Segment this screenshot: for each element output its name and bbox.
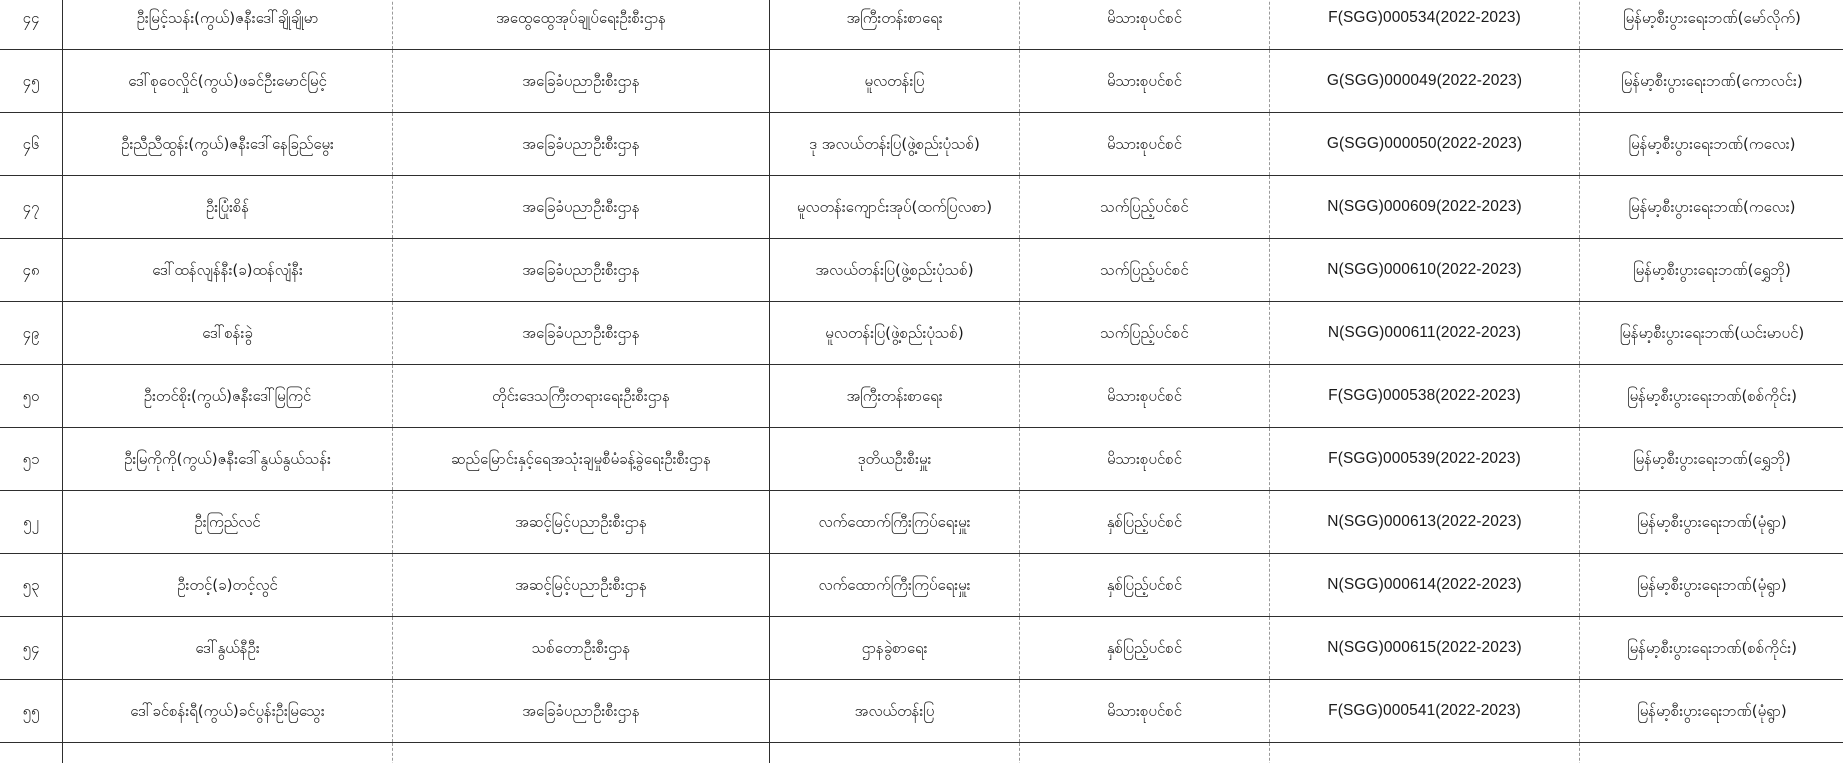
row-number: ၄၉: [0, 302, 63, 365]
table-row: [0, 0, 1843, 50]
table-row: [0, 50, 1843, 113]
row-number: ၅၂: [0, 491, 63, 554]
bank-branch: မြန်မာ့စီးပွားရေးဘဏ်(ယင်းမာပင်): [1580, 302, 1843, 365]
department: အခြေခံပညာဦးစီးဌာန: [393, 302, 770, 365]
row-number: ၅၅: [0, 680, 63, 743]
bank-branch: မြန်မာ့စီးပွားရေးဘဏ်(မုံရွာ): [1580, 554, 1843, 617]
pension-type: နှစ်ပြည့်ပင်စင်: [1020, 554, 1270, 617]
bank-branch: မြန်မာ့စီးပွားရေးဘဏ်(မော်လိုက်): [1580, 0, 1843, 50]
registration-number: F(SGG)000538(2022-2023): [1270, 365, 1580, 428]
bank-branch: မြန်မာ့စီးပွားရေးဘဏ်(ရွှေဘို): [1580, 428, 1843, 491]
row-number: ၄၆: [0, 113, 63, 176]
position: လက်ထောက်ကြီးကြပ်ရေးမှူး: [770, 491, 1020, 554]
registration-number: N(SGG)000613(2022-2023): [1270, 491, 1580, 554]
position: မူလတန်းကျောင်းအုပ်(ထက်ပြလစာ): [770, 176, 1020, 239]
row-number: ၅၁: [0, 428, 63, 491]
department: [393, 743, 770, 763]
department: အထွေထွေအုပ်ချုပ်ရေးဦးစီးဌာန: [393, 0, 770, 50]
bank-branch: မြန်မာ့စီးပွားရေးဘဏ်(ကလေး): [1580, 176, 1843, 239]
pensioner-name: ဦးကြည်လင်: [63, 491, 393, 554]
table-row: [0, 302, 1843, 365]
pension-type: မိသားစုပင်စင်: [1020, 50, 1270, 113]
bank-branch: မြန်မာ့စီးပွားရေးဘဏ်(စစ်ကိုင်း): [1580, 617, 1843, 680]
table-row: [0, 428, 1843, 491]
pension-type: သက်ပြည့်ပင်စင်: [1020, 302, 1270, 365]
registration-number: N(SGG)000609(2022-2023): [1270, 176, 1580, 239]
pensioner-name: ဒေါ်နွယ်နီဦး: [63, 617, 393, 680]
table-row: [0, 239, 1843, 302]
pensioner-name: [63, 743, 393, 763]
department: အဆင့်မြင့်ပညာဦးစီးဌာန: [393, 554, 770, 617]
table-row: [0, 365, 1843, 428]
row-number: ၄၄: [0, 0, 63, 50]
bank-branch: မြန်မာ့စီးပွားရေးဘဏ်(ကောလင်း): [1580, 50, 1843, 113]
position: မူလတန်းပြ: [770, 50, 1020, 113]
registration-number: N(SGG)000610(2022-2023): [1270, 239, 1580, 302]
position: မူလတန်းပြ(ဖွဲ့စည်းပုံသစ်): [770, 302, 1020, 365]
pension-type: [1020, 743, 1270, 763]
department: ဆည်မြောင်းနှင့်ရေအသုံးချမှုစီမံခန့်ခွဲရေးဦးစီးဌာန: [393, 428, 770, 491]
pension-type: မိသားစုပင်စင်: [1020, 365, 1270, 428]
bank-branch: မြန်မာ့စီးပွားရေးဘဏ်(စစ်ကိုင်း): [1580, 365, 1843, 428]
pensioner-name: ဦးတင်စိုး(ကွယ်)ဇနီးဒေါ်မြကြင်: [63, 365, 393, 428]
bank-branch: မြန်မာ့စီးပွားရေးဘဏ်(မုံရွာ): [1580, 680, 1843, 743]
registration-number: F(SGG)000539(2022-2023): [1270, 428, 1580, 491]
pensioner-name: ဦးမြင့်သန်း(ကွယ်)ဇနီးဒေါ်ချိုချိုမာ: [63, 0, 393, 50]
position: လက်ထောက်ကြီးကြပ်ရေးမှူး: [770, 554, 1020, 617]
row-number: ၄၇: [0, 176, 63, 239]
position: အလယ်တန်းပြ: [770, 680, 1020, 743]
position: အကြီးတန်းစာရေး: [770, 0, 1020, 50]
pension-type: မိသားစုပင်စင်: [1020, 113, 1270, 176]
department: အခြေခံပညာဦးစီးဌာန: [393, 113, 770, 176]
row-number: ၅၀: [0, 365, 63, 428]
pension-type: မိသားစုပင်စင်: [1020, 680, 1270, 743]
position: ဒု အလယ်တန်းပြ(ဖွဲ့စည်းပုံသစ်): [770, 113, 1020, 176]
registration-number: N(SGG)000611(2022-2023): [1270, 302, 1580, 365]
pension-type: နှစ်ပြည့်ပင်စင်: [1020, 491, 1270, 554]
pension-type: နှစ်ပြည့်ပင်စင်: [1020, 617, 1270, 680]
registration-number: F(SGG)000534(2022-2023): [1270, 0, 1580, 50]
department: အခြေခံပညာဦးစီးဌာန: [393, 680, 770, 743]
position: ဌာနခွဲစာရေး: [770, 617, 1020, 680]
department: အခြေခံပညာဦးစီးဌာန: [393, 239, 770, 302]
registration-number: F(SGG)000541(2022-2023): [1270, 680, 1580, 743]
table-row: [0, 554, 1843, 617]
position: [770, 743, 1020, 763]
department: သစ်တောဦးစီးဌာန: [393, 617, 770, 680]
bank-branch: မြန်မာ့စီးပွားရေးဘဏ်(ရွှေဘို): [1580, 239, 1843, 302]
table-row: [0, 743, 1843, 763]
table-row: [0, 176, 1843, 239]
pensioner-name: ဒေါ်စန်းခွဲ: [63, 302, 393, 365]
registration-number: G(SGG)000049(2022-2023): [1270, 50, 1580, 113]
row-number: [0, 743, 63, 763]
bank-branch: မြန်မာ့စီးပွားရေးဘဏ်(ကလေး): [1580, 113, 1843, 176]
row-number: ၄၅: [0, 50, 63, 113]
department: အဆင့်မြင့်ပညာဦးစီးဌာန: [393, 491, 770, 554]
pensioner-name: ဒေါ်ခင်စန်းရီ(ကွယ်)ခင်ပွန်းဦးမြသွေး: [63, 680, 393, 743]
row-number: ၄၈: [0, 239, 63, 302]
registration-number: N(SGG)000615(2022-2023): [1270, 617, 1580, 680]
row-number: ၅၃: [0, 554, 63, 617]
bank-branch: [1580, 743, 1843, 763]
department: အခြေခံပညာဦးစီးဌာန: [393, 50, 770, 113]
table-row: [0, 680, 1843, 743]
position: ဒုတိယဦးစီးမှူး: [770, 428, 1020, 491]
registration-number: [1270, 743, 1580, 763]
row-number: ၅၄: [0, 617, 63, 680]
pensioner-name: ဦးပြုံးစိန်: [63, 176, 393, 239]
pensioner-name: ဒေါ်ထန်လျန်နီး(ခ)ထန်လျံနီး: [63, 239, 393, 302]
table-row: [0, 617, 1843, 680]
table-row: [0, 491, 1843, 554]
pension-type: သက်ပြည့်ပင်စင်: [1020, 239, 1270, 302]
pensioner-name: ဦးမြကိုကို(ကွယ်)ဇနီးဒေါ်နွယ်နွယ်သန်း: [63, 428, 393, 491]
position: အကြီးတန်းစာရေး: [770, 365, 1020, 428]
registration-number: N(SGG)000614(2022-2023): [1270, 554, 1580, 617]
pension-type: မိသားစုပင်စင်: [1020, 0, 1270, 50]
registration-number: G(SGG)000050(2022-2023): [1270, 113, 1580, 176]
bank-branch: မြန်မာ့စီးပွားရေးဘဏ်(မုံရွာ): [1580, 491, 1843, 554]
department: အခြေခံပညာဦးစီးဌာန: [393, 176, 770, 239]
pensioner-name: ဦးတင့်(ခ)တင့်လွင်: [63, 554, 393, 617]
department: တိုင်းဒေသကြီးတရားရေးဦးစီးဌာန: [393, 365, 770, 428]
pensioner-name: ဒေါ်စုဝေလှိုင်(ကွယ်)ဖခင်ဦးမောင်မြင့်: [63, 50, 393, 113]
table-row: [0, 113, 1843, 176]
pensioner-name: ဦးညီညီထွန်း(ကွယ်)ဇနီးဒေါ်နေခြည်မွေး: [63, 113, 393, 176]
pension-type: မိသားစုပင်စင်: [1020, 428, 1270, 491]
position: အလယ်တန်းပြ(ဖွဲ့စည်းပုံသစ်): [770, 239, 1020, 302]
pension-type: သက်ပြည့်ပင်စင်: [1020, 176, 1270, 239]
